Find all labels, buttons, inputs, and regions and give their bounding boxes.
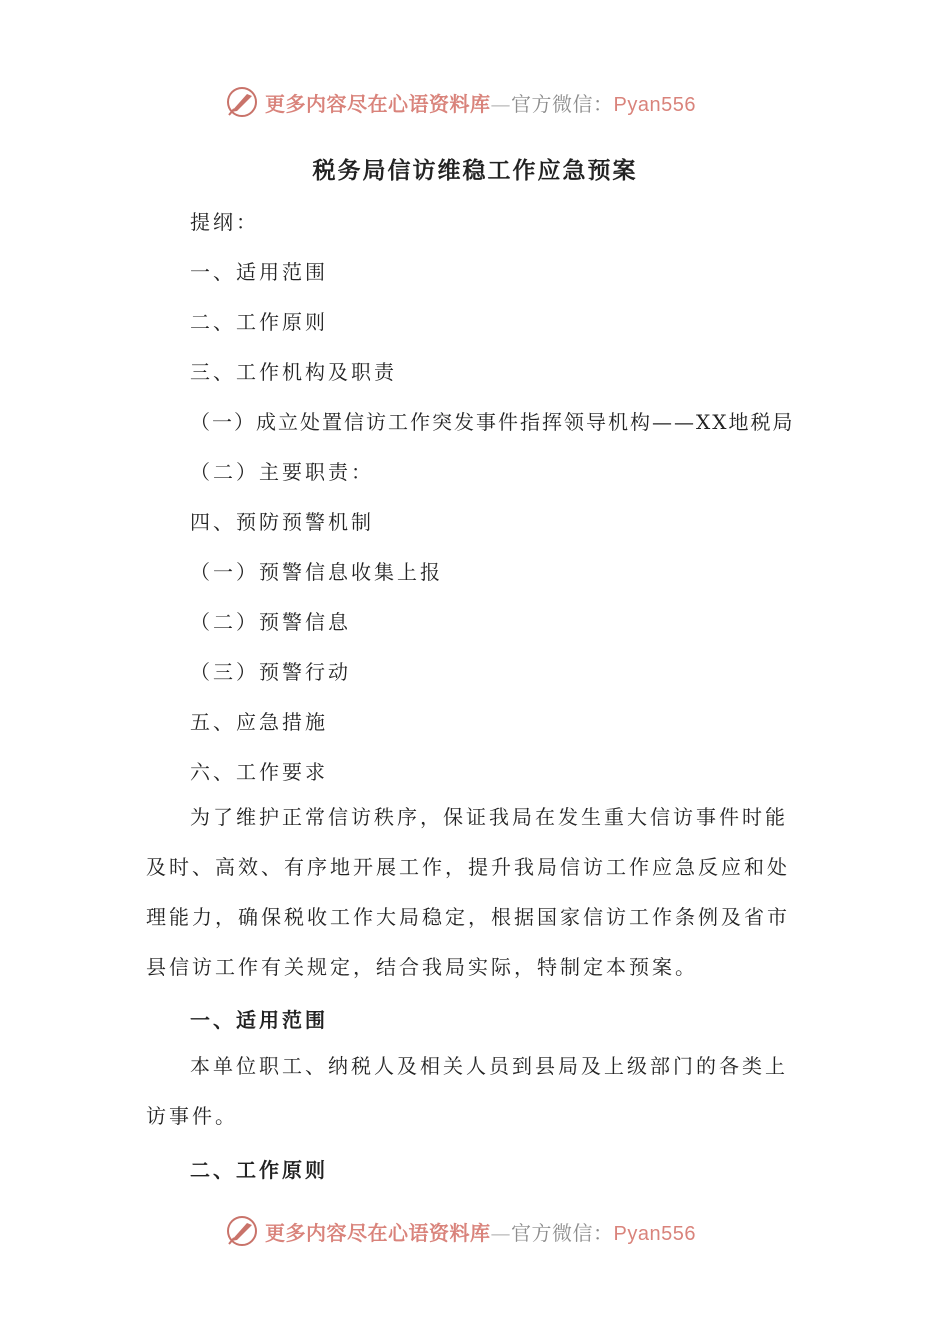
outline-item: （二）主要职责：	[190, 460, 374, 484]
banner-dash: —	[490, 1220, 511, 1245]
banner-dash: —	[490, 91, 511, 116]
outline-item: 五、应急措施	[190, 710, 328, 734]
outline-item: 六、工作要求	[190, 760, 328, 784]
footer-banner	[225, 1211, 725, 1251]
banner-main-text: 更多内容尽在心语资料库	[265, 1220, 491, 1245]
header-banner	[225, 82, 725, 122]
outline-item: （一）预警信息收集上报	[190, 560, 443, 584]
outline-item: 二、工作原则	[190, 310, 328, 334]
banner-official-text: 官方微信：	[511, 1220, 614, 1245]
banner-text	[265, 88, 696, 117]
section1-paragraph-text: 本单位职工、纳税人及相关人员到县局及上级部门的各类上访事件。	[146, 1054, 788, 1128]
banner-text	[265, 1217, 696, 1246]
outline-item: 四、预防预警机制	[190, 510, 374, 534]
section-heading: 一、适用范围	[190, 1008, 328, 1032]
outline-item: 一、适用范围	[190, 260, 328, 284]
outline-item: （三）预警行动	[190, 660, 351, 684]
quill-logo-icon	[225, 1214, 259, 1248]
intro-paragraph	[146, 792, 806, 992]
document-title: 税务局信访维稳工作应急预案	[312, 157, 638, 184]
outline-label: 提纲：	[190, 210, 259, 234]
intro-paragraph-text: 为了维护正常信访秩序，保证我局在发生重大信访事件时能及时、高效、有序地开展工作，提升我局信访工作应急反应和处理能力，确保税收工作大局稳定，根据国家信访工作条例及省市县信访工作有关规定，结合我局实际，特制定本预案。	[146, 805, 790, 979]
banner-main-text: 更多内容尽在心语资料库	[265, 91, 491, 116]
banner-wechat-id: Pyan556	[613, 1222, 696, 1245]
outline-item: （二）预警信息	[190, 610, 351, 634]
outline-item: （一）成立处置信访工作突发事件指挥领导机构——XX地税局	[190, 410, 795, 434]
banner-official-text: 官方微信：	[511, 91, 614, 116]
section1-paragraph	[146, 1041, 806, 1141]
section-heading: 二、工作原则	[190, 1158, 328, 1182]
banner-wechat-id: Pyan556	[613, 93, 696, 116]
quill-logo-icon	[225, 85, 259, 119]
outline-item: 三、工作机构及职责	[190, 360, 397, 384]
